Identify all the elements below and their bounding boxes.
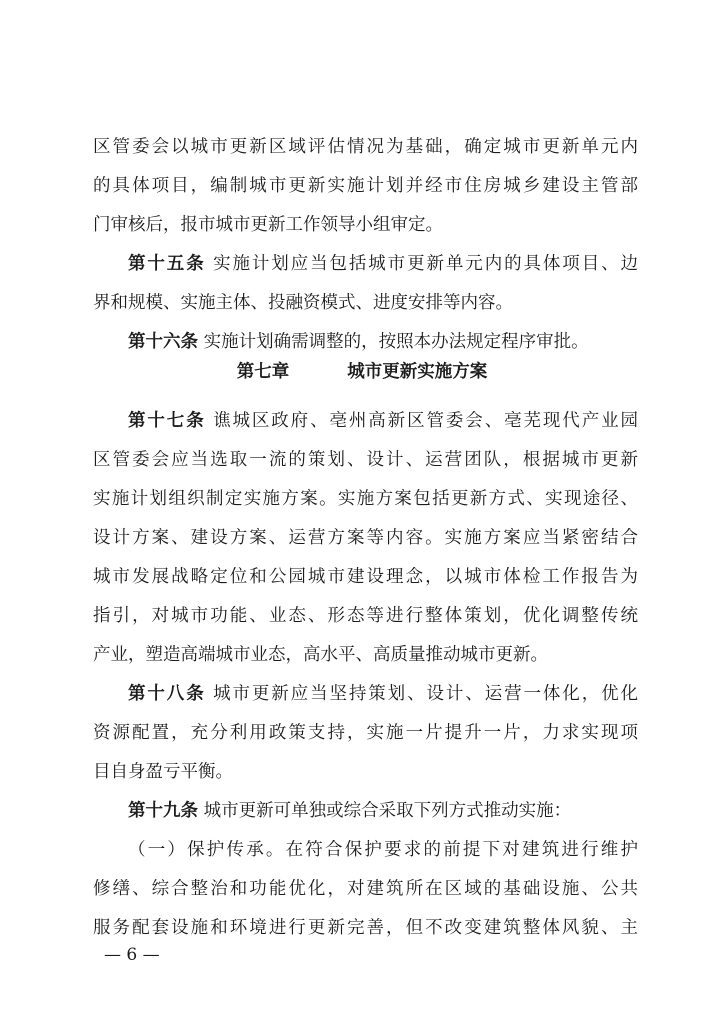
article-15-line <box>128 249 638 279</box>
chapter-heading <box>0 357 724 387</box>
article-18-label: 第十八条 <box>128 684 206 704</box>
paragraph-line: 指引，对城市功能、业态、形态等进行整体策划，优化调整传统 <box>93 606 638 626</box>
article-19-label: 第十九条 <box>128 801 198 821</box>
paragraph-line: 城市发展战略定位和公园城市建设理念，以城市体检工作报告为 <box>93 567 638 587</box>
article-15-label: 第十五条 <box>128 254 206 274</box>
article-19-line <box>128 796 638 826</box>
article-15-text: 实施计划应当包括城市更新单元内的具体项目、边 <box>213 254 638 274</box>
article-18-line <box>128 679 638 709</box>
article-19-text: 城市更新可单独或综合采取下列方式推动实施： <box>203 801 572 821</box>
article-18-text: 城市更新应当坚持策划、设计、运营一体化，优化 <box>213 684 638 704</box>
article-16-text: 实施计划确需调整的，按照本办法规定程序审批。 <box>203 332 589 352</box>
paragraph-line: 设计方案、建设方案、运营方案等内容。实施方案应当紧密结合 <box>93 528 638 548</box>
paragraph-line: 资源配置，充分利用政策支持，实施一片提升一片，力求实现项 <box>93 723 638 743</box>
paragraph-line: 修缮、综合整治和功能优化，对建筑所在区域的基础设施、公共 <box>93 879 638 899</box>
paragraph-line: 实施计划组织制定实施方案。实施方案包括更新方式、实现途径、 <box>93 489 638 509</box>
chapter-title: 城市更新实施方案 <box>347 362 488 382</box>
chapter-number: 第七章 <box>236 362 290 382</box>
paragraph-line: 产业，塑造高端城市业态，高水平、高质量推动城市更新。 <box>93 645 548 665</box>
article-16-line <box>128 327 638 357</box>
paragraph-line: 区管委会应当选取一流的策划、设计、运营团队，根据城市更新 <box>93 450 638 470</box>
article-17-label: 第十七条 <box>128 411 206 431</box>
paragraph-line: 门审核后，报市城市更新工作领导小组审定。 <box>93 215 443 235</box>
paragraph-line: 区管委会以城市更新区域评估情况为基础，确定城市更新单元内 <box>93 137 638 157</box>
paragraph-line: 界和规模、实施主体、投融资模式、进度安排等内容。 <box>93 293 513 313</box>
item-1-line: （一）保护传承。在符合保护要求的前提下对建筑进行维护 <box>128 840 638 860</box>
paragraph-line: 的具体项目，编制城市更新实施计划并经市住房城乡建设主管部 <box>93 176 638 196</box>
page-number: — 6 — <box>104 945 160 965</box>
article-16-label: 第十六条 <box>128 332 198 352</box>
paragraph-line: 目自身盈亏平衡。 <box>93 762 233 782</box>
article-17-text: 谯城区政府、亳州高新区管委会、亳芜现代产业园 <box>213 411 638 431</box>
paragraph-line: 服务配套设施和环境进行更新完善，但不改变建筑整体风貌、主 <box>93 918 638 938</box>
article-17-line <box>128 406 638 436</box>
